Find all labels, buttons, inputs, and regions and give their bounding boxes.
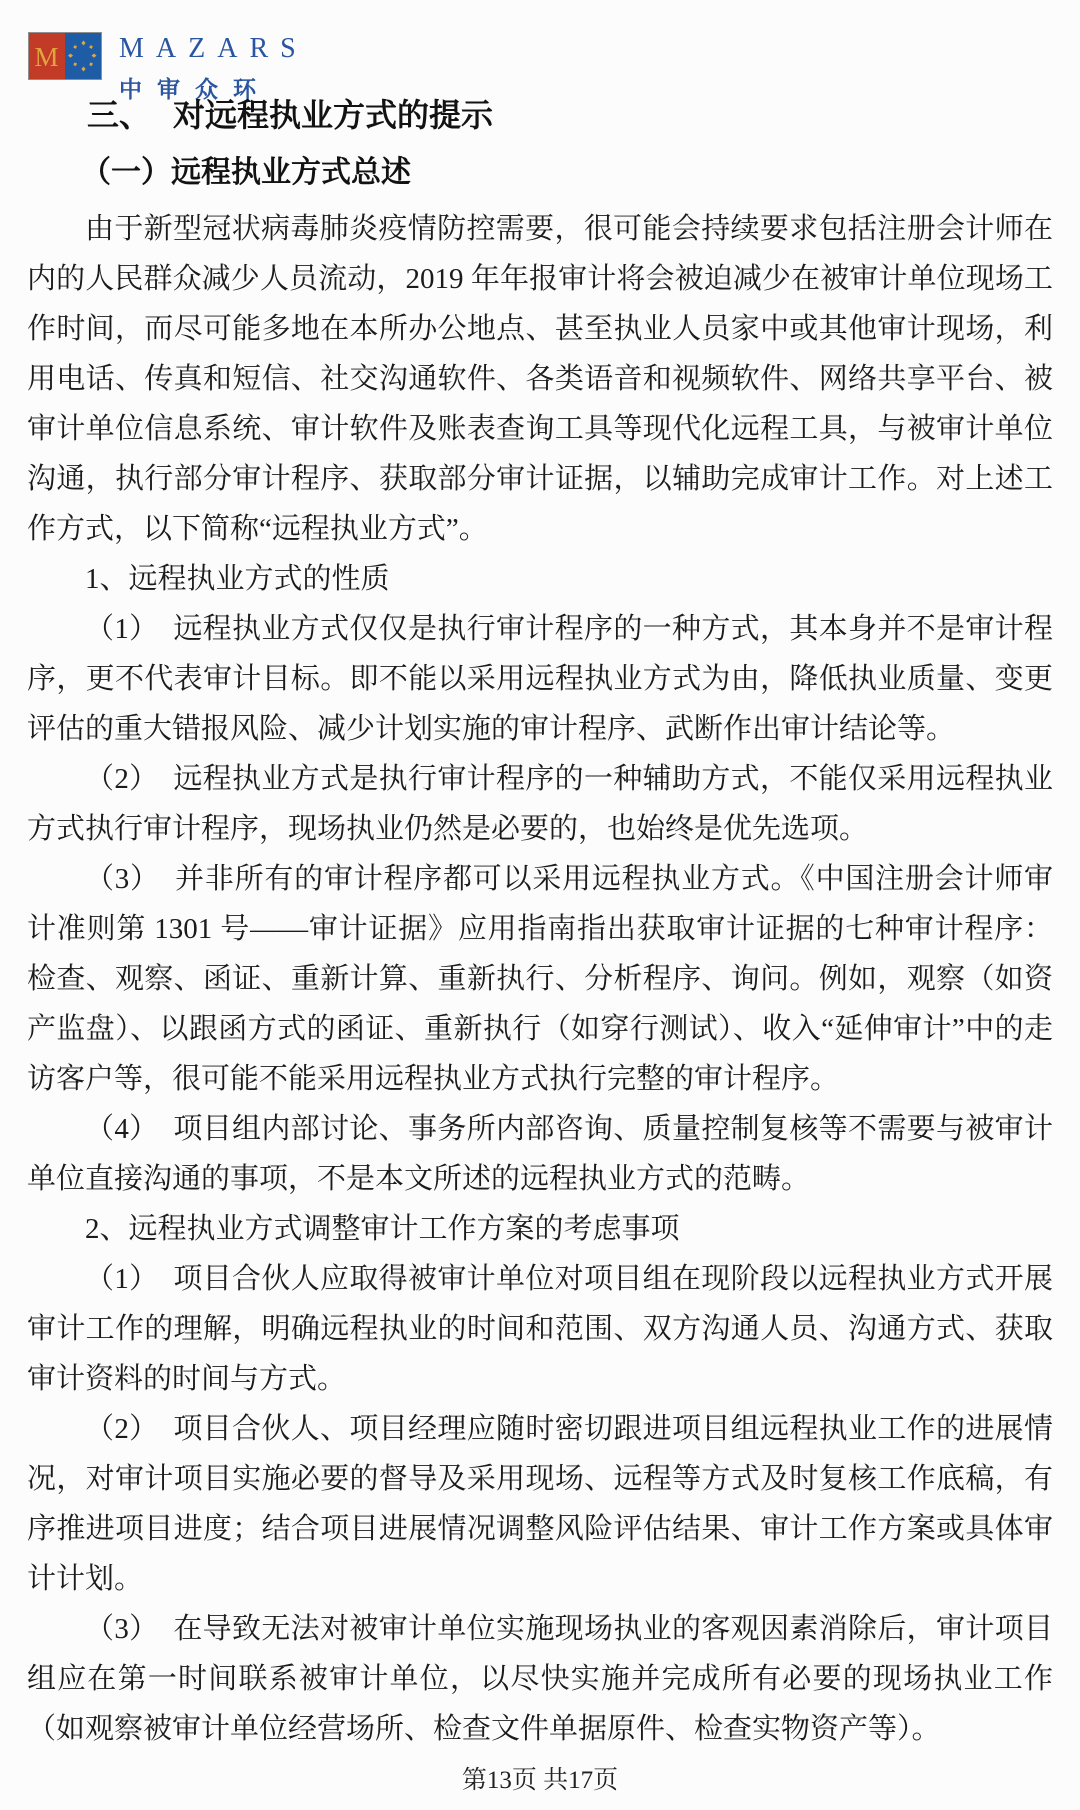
mazars-logo-icon xyxy=(28,32,102,80)
section-heading xyxy=(87,94,1053,137)
section-heading-title: 对远程执业方式的提示 xyxy=(173,97,494,133)
brand-name-chinese: 中审众环 xyxy=(119,76,271,102)
paragraph: （3） 在导致无法对被审计单位实施现场执业的客观因素消除后，审计项目组应在第一时间联系被审计单位，以尽快实施并完成所有必要的现场执业工作（如观察被审计单位经营场所、检查文件单据原件、检查实物资产等）。 xyxy=(27,1612,1053,1745)
section-heading-number: 三、 xyxy=(87,97,152,133)
paragraph: （2） 远程执业方式是执行审计程序的一种辅助方式，不能仅采用远程执业方式执行审计程序，现场执业仍然是必要的，也始终是优先选项。 xyxy=(27,762,1053,845)
paragraph: 由于新型冠状病毒肺炎疫情防控需要，很可能会持续要求包括注册会计师在内的人民群众减少人员流动，2019 年年报审计将会被迫减少在被审计单位现场工作时间，而尽可能多地在本所办公地点、甚至执业人员家中或其他审计现场，利用电话、传真和短信、社交沟通软件、各类语音和视频软件、网络共享平台、被审计单位信息系统、审计软件及账表查询工具等现代化远程工具，与被审计单位沟通，执行部分审计程序、获取部分审计证据，以辅助完成审计工作。对上述工作方式，以下简称“远程执业方式”。 xyxy=(27,212,1053,545)
page-number: 第13页 共17页 xyxy=(461,1767,619,1794)
paragraph: （3） 并非所有的审计程序都可以采用远程执业方式。《中国注册会计师审计准则第 1301 号——审计证据》应用指南指出获取审计证据的七种审计程序：检查、观察、函证、重新计算、重新执行、分析程序、询问。例如，观察（如资产监盘）、以跟函方式的函证、重新执行（如穿行测试）、收入“延伸审计”中的走访客户等，很可能不能采用远程执业方式执行完整的审计程序。 xyxy=(27,862,1053,1095)
paragraph: （4） 项目组内部讨论、事务所内部咨询、质量控制复核等不需要与被审计单位直接沟通的事项，不是本文所述的远程执业方式的范畴。 xyxy=(27,1112,1053,1195)
list-title: 1、远程执业方式的性质 xyxy=(85,562,390,595)
subsection-heading: （一）远程执业方式总述 xyxy=(81,156,411,190)
brand-name: MAZARS xyxy=(119,33,308,64)
logo-letter: M xyxy=(34,42,59,72)
paragraph: （2） 项目合伙人、项目经理应随时密切跟进项目组远程执业工作的进展情况，对审计项目实施必要的督导及采用现场、远程等方式及时复核工作底稿，有序推进项目进度；结合项目进展情况调整风险评估结果、审计工作方案或具体审计计划。 xyxy=(27,1412,1053,1595)
document-content xyxy=(27,94,1053,1754)
list-title: 2、远程执业方式调整审计工作方案的考虑事项 xyxy=(85,1212,680,1245)
paragraph: （1） 项目合伙人应取得被审计单位对项目组在现阶段以远程执业方式开展审计工作的理解，明确远程执业的时间和范围、双方沟通人员、沟通方式、获取审计资料的时间与方式。 xyxy=(27,1262,1053,1395)
paragraph: （1） 远程执业方式仅仅是执行审计程序的一种方式，其本身并不是审计程序，更不代表审计目标。即不能以采用远程执业方式为由，降低执业质量、变更评估的重大错报风险、减少计划实施的审计程序、武断作出审计结论等。 xyxy=(27,612,1053,745)
